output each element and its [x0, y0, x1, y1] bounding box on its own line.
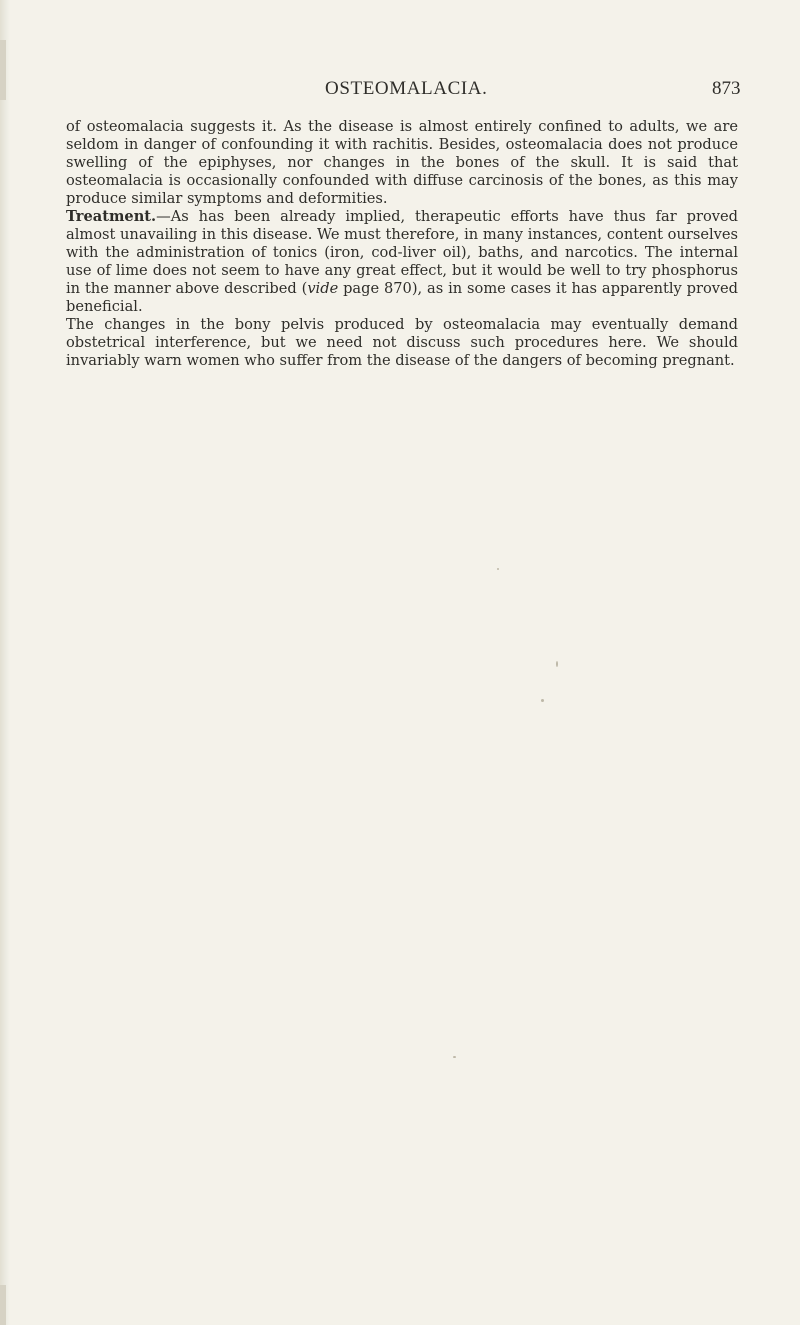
- paragraph: [66, 208, 738, 316]
- paper-edge-shadow: [0, 40, 6, 100]
- paper-edge-shadow: [0, 1285, 6, 1325]
- paragraph-text: —As has been already implied, therapeutic efforts have thus far proved almost unavailing in this disease. We must therefore, in many instances, content ourselves with the administration of tonics (iron, cod-liver oil), baths, and narcotics. The internal use of lime does not seem to have any great effect, but it would be well to try phosphorus in the manner above described (: [66, 208, 738, 297]
- paragraph-text: The changes in the bony pelvis produced by osteomalacia may eventually demand obstetrical interference, but we need not discuss such procedures here. We should invariably warn women who suffer from the disease of the dangers of becoming pregnant.: [66, 316, 738, 369]
- section-heading-treatment: Treatment.: [66, 208, 157, 225]
- page-header: [0, 78, 800, 102]
- paragraph: [66, 316, 738, 370]
- paragraph: [66, 118, 738, 208]
- paper-speck: [453, 1056, 456, 1058]
- italic-reference: vide: [307, 280, 339, 297]
- page-number: 873: [712, 78, 741, 99]
- paragraph-text: page 870), as in some cases it has apparently proved beneficial.: [66, 280, 738, 315]
- page-binding-edge: [0, 0, 10, 1325]
- body-text: [66, 118, 738, 370]
- running-title: OSTEOMALACIA.: [325, 78, 488, 99]
- paper-speck: [541, 699, 544, 702]
- paper-speck: [556, 661, 558, 667]
- paper-speck: [497, 568, 499, 570]
- paragraph-text: of osteomalacia suggests it. As the disease is almost entirely confined to adults, we are seldom in danger of confounding it with rachitis. Besides, osteomalacia does not produce swelling of the epiphyses, nor changes in the bones of the skull. It is said that osteomalacia is occasionally confounded with diffuse carcinosis of the bones, as this may produce similar symptoms and deformities.: [66, 118, 738, 207]
